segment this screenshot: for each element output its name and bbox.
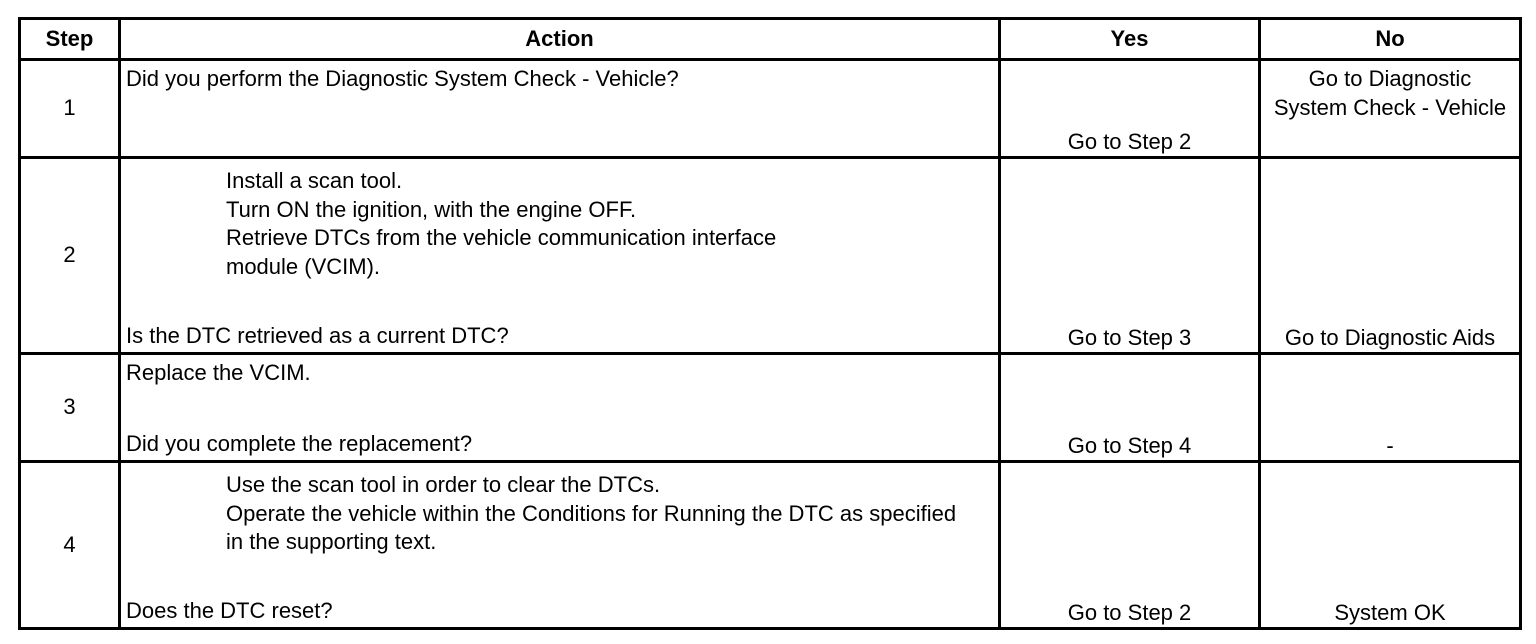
action-item: Turn ON the ignition, with the engine OFF. [226, 196, 637, 222]
action-question: Is the DTC retrieved as a current DTC? [126, 322, 509, 348]
step-number: 2 [20, 158, 120, 354]
action-text: Did you perform the Diagnostic System Check - Vehicle? [126, 66, 679, 91]
action-cell [120, 462, 1000, 629]
action-item: Install a scan tool. [226, 168, 403, 193]
no-cell: - [1260, 354, 1521, 462]
action-items [121, 159, 998, 281]
no-cell: Go to Diagnostic Aids [1260, 158, 1521, 354]
yes-cell: Go to Step 2 [1000, 462, 1260, 629]
header-action: Action [120, 19, 1000, 60]
no-cell [1260, 60, 1521, 158]
header-no: No [1260, 19, 1521, 60]
action-cell [120, 60, 1000, 158]
diagnostic-table [18, 17, 1522, 630]
yes-cell: Go to Step 2 [1000, 60, 1260, 158]
step-number: 4 [20, 462, 120, 629]
table-row [20, 60, 1521, 158]
step-number: 1 [20, 60, 120, 158]
action-cell [120, 158, 1000, 354]
yes-cell: Go to Step 3 [1000, 158, 1260, 354]
action-items [121, 463, 998, 557]
action-item: Operate the vehicle within the Conditions for Running the DTC as specified in the supporting text. [226, 500, 957, 554]
header-row [20, 19, 1521, 60]
yes-cell: Go to Step 4 [1000, 354, 1260, 462]
header-yes: Yes [1000, 19, 1260, 60]
header-step: Step [20, 19, 120, 60]
no-text: Go to Diagnostic System Check - Vehicle [1273, 66, 1507, 120]
action-question: Did you complete the replacement? [126, 430, 473, 456]
action-cell [120, 354, 1000, 462]
no-cell: System OK [1260, 462, 1521, 629]
action-text: Replace the VCIM. [126, 360, 311, 385]
action-item: Retrieve DTCs from the vehicle communication interface module (VCIM). [226, 225, 777, 279]
action-question: Does the DTC reset? [126, 597, 333, 623]
table-row [20, 158, 1521, 354]
table-row [20, 462, 1521, 629]
action-item: Use the scan tool in order to clear the DTCs. [226, 472, 661, 497]
table-row [20, 354, 1521, 462]
step-number: 3 [20, 354, 120, 462]
